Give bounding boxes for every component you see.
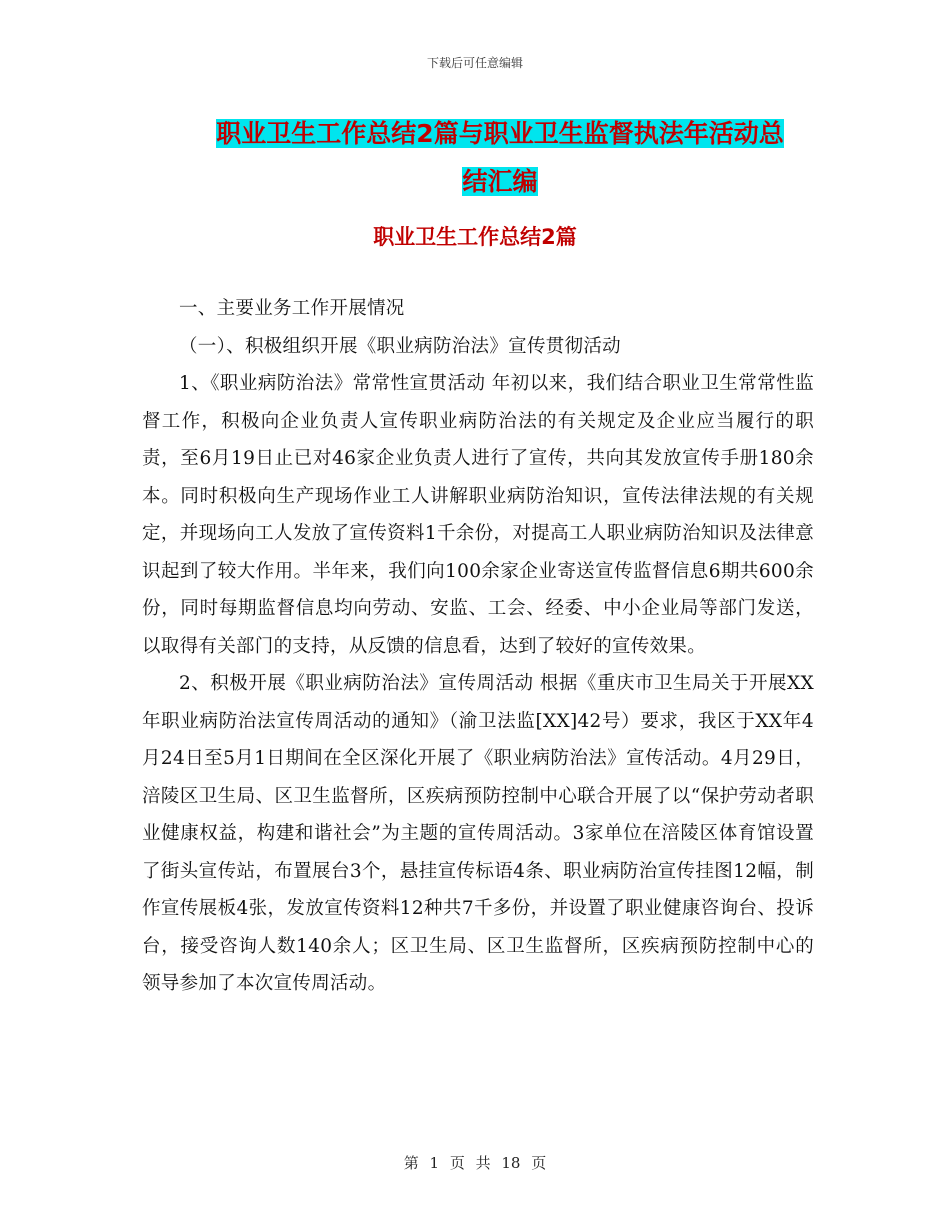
section-title: 职业卫生工作总结2篇 — [373, 225, 577, 249]
page-footer: 第 1 页 共 18 页 — [403, 1154, 547, 1172]
document-title — [140, 110, 860, 206]
subheading-publicity: （一）、积极组织开展《职业病防治法》宣传贯彻活动 — [179, 335, 621, 357]
document-body — [142, 290, 814, 1003]
document-title-line-1: 职业卫生工作总结2篇与职业卫生监督执法年活动总 — [216, 119, 784, 148]
page-header-note: 下载后可任意编辑 — [426, 56, 523, 70]
heading-main-work: 一、主要业务工作开展情况 — [179, 298, 405, 319]
document-title-line-2: 结汇编 — [462, 167, 538, 196]
paragraph-publicity-week: 2、积极开展《职业病防治法》宣传周活动 根据《重庆市卫生局关于开展XX年职业病防治法宣传周活动的通知》（渝卫法监[XX]42号）要求，我区于XX年4月24日至5月1日期间在全区深化开展了《职业病防治法》宣传活动。4月29日，涪陵区卫生局、区卫生监督所，区疾病预防控制中心联合开展了以“保护劳动者职业健康权益，构建和谐社会”为主题的宣传周活动。3家单位在涪陵区体育馆设置了街头宣传站，布置展台3个，悬挂宣传标语4条、职业病防治宣传挂图12幅，制作宣传展板4张，发放宣传资料12种共7千多份，并设置了职业健康咨询台、投诉台，接受咨询人数140余人；区卫生局、区卫生监督所，区疾病预防控制中心的领导参加了本次宣传周活动。 — [142, 673, 814, 994]
paragraph-routine-publicity: 1、《职业病防治法》常常性宣贯活动 年初以来，我们结合职业卫生常常性监督工作，积极向企业负责人宣传职业病防治法的有关规定及企业应当履行的职责，至6月19日止已对46家企业负责人进行了宣传，共向其发放宣传手册180余本。同时积极向生产现场作业工人讲解职业病防治知识，宣传法律法规的有关规定，并现场向工人发放了宣传资料1千余份，对提高工人职业病防治知识及法律意识起到了较大作用。半年来，我们向100余家企业寄送宣传监督信息6期共600余份，同时每期监督信息均向劳动、安监、工会、经委、中小企业局等部门发送，以取得有关部门的支持，从反馈的信息看，达到了较好的宣传效果。 — [142, 373, 814, 657]
